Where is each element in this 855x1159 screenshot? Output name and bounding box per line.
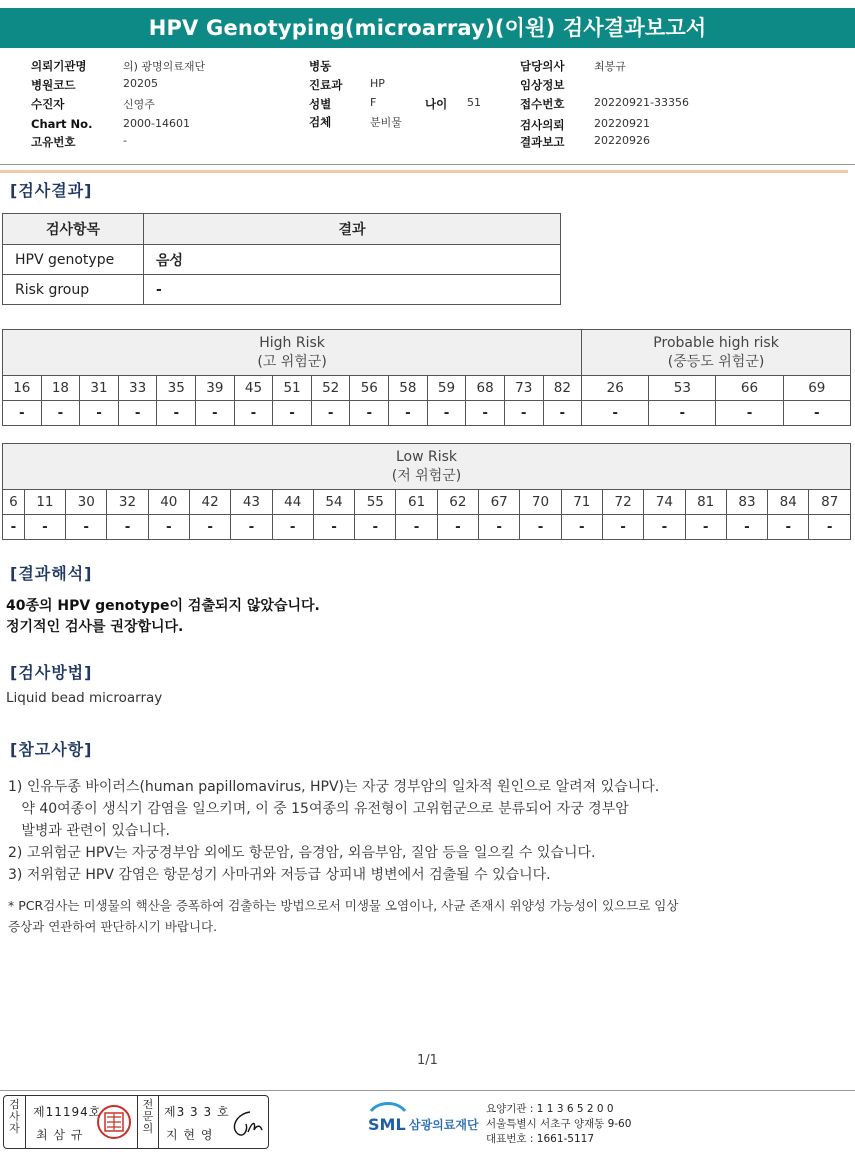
info-value: 최봉규 <box>594 60 626 73</box>
genotype-result: - <box>313 515 354 540</box>
result-header-item: 검사항목 <box>3 214 144 245</box>
high-risk-header <box>3 330 582 376</box>
genotype-result: - <box>437 515 478 540</box>
reference-line: 약 40여종이 생식기 감염을 일으키며, 이 중 15여종의 유전형이 고위험군으로 분류되어 자궁 경부암 <box>8 801 629 817</box>
genotype-number: 73 <box>504 376 543 401</box>
genotype-result: - <box>273 401 312 426</box>
genotype-number: 35 <box>157 376 196 401</box>
info-label: 병원코드 <box>31 78 76 92</box>
genotype-result: - <box>479 515 520 540</box>
genotype-result: - <box>231 515 272 540</box>
info-value: 의) 광명의료재단 <box>123 60 206 73</box>
genotype-result-row <box>3 515 851 540</box>
probable-high-risk-title: Probable high risk <box>653 334 779 351</box>
interpretation-text <box>6 596 320 638</box>
info-label: 결과보고 <box>520 135 565 149</box>
section-title-interpretation: [결과해석] <box>10 564 93 583</box>
genotype-number: 40 <box>148 490 189 515</box>
genotype-number: 58 <box>389 376 428 401</box>
doctor-license: 제3 3 3 호 <box>164 1105 230 1119</box>
header-divider <box>0 164 855 165</box>
genotype-result: - <box>561 515 602 540</box>
genotype-result: - <box>189 515 230 540</box>
reference-line: 2) 고위험군 HPV는 자궁경부암 외에도 항문암, 음경암, 외음부암, 질암 등을 일으킬 수 있습니다. <box>8 845 596 861</box>
genotype-number: 56 <box>350 376 389 401</box>
genotype-number: 54 <box>313 490 354 515</box>
reference-line: 발병과 관련이 있습니다. <box>8 823 170 839</box>
genotype-result: - <box>272 515 313 540</box>
genotype-number: 33 <box>118 376 157 401</box>
genotype-number: 39 <box>196 376 235 401</box>
info-label: Chart No. <box>31 117 93 131</box>
genotype-result: - <box>350 401 389 426</box>
genotype-number: 70 <box>520 490 561 515</box>
genotype-result: - <box>644 515 685 540</box>
info-label: 병동 <box>309 59 332 73</box>
info-value: 신영주 <box>123 98 155 111</box>
genotype-result: - <box>726 515 767 540</box>
info-label: 담당의사 <box>520 59 565 73</box>
info-value: 20220921 <box>594 117 650 130</box>
genotype-number: 83 <box>726 490 767 515</box>
org-address-block <box>486 1102 631 1147</box>
low-risk-header <box>3 444 851 490</box>
result-header-result: 결과 <box>144 214 561 245</box>
label-char: 문 <box>142 1110 154 1123</box>
genotype-number: 81 <box>685 490 726 515</box>
page-number: 1/1 <box>417 1053 438 1068</box>
note-line: * PCR검사는 미생물의 핵산을 증폭하여 검출하는 방법으로서 미생물 오염이나, 사균 존재시 위양성 가능성이 있으므로 임상 <box>8 898 679 913</box>
genotype-number: 69 <box>783 376 850 401</box>
genotype-result: - <box>520 515 561 540</box>
footer-divider <box>0 1090 855 1091</box>
org-phone: 대표번호 : 1661-5117 <box>486 1133 595 1145</box>
genotype-number: 87 <box>809 490 851 515</box>
header-accent-divider <box>0 170 848 173</box>
result-item: HPV genotype <box>3 245 144 275</box>
info-label: 나이 <box>425 97 448 111</box>
genotype-result: - <box>107 515 148 540</box>
genotype-result: - <box>355 515 396 540</box>
genotype-number: 18 <box>41 376 80 401</box>
low-risk-table <box>2 443 851 540</box>
info-label: 접수번호 <box>520 97 565 111</box>
genotype-number: 43 <box>231 490 272 515</box>
label-char: 전 <box>142 1098 154 1111</box>
org-name: 삼광의료재단 <box>409 1118 479 1132</box>
signature-box <box>3 1095 269 1149</box>
doctor-name: 지 현 영 <box>166 1128 214 1142</box>
note-line: 증상과 연관하여 판단하시기 바랍니다. <box>8 919 218 934</box>
label-char: 검 <box>9 1098 20 1111</box>
label-char: 사 <box>9 1110 20 1123</box>
genotype-number: 74 <box>644 490 685 515</box>
genotype-result: - <box>543 401 582 426</box>
genotype-number: 44 <box>272 490 313 515</box>
sml-logo-icon <box>367 1101 409 1135</box>
method-text: Liquid bead microarray <box>6 690 163 706</box>
info-label: 고유번호 <box>31 135 76 149</box>
genotype-result: - <box>716 401 783 426</box>
genotype-number: 53 <box>649 376 716 401</box>
info-label: 수진자 <box>31 97 65 111</box>
genotype-result: - <box>396 515 437 540</box>
genotype-number: 52 <box>311 376 350 401</box>
genotype-number: 45 <box>234 376 273 401</box>
genotype-result: - <box>196 401 235 426</box>
genotype-result: - <box>66 515 107 540</box>
genotype-result: - <box>41 401 80 426</box>
genotype-result: - <box>685 515 726 540</box>
genotype-number: 67 <box>479 490 520 515</box>
genotype-number: 84 <box>768 490 809 515</box>
interpretation-line: 40종의 HPV genotype이 검출되지 않았습니다. <box>6 598 320 614</box>
info-value: HP <box>370 77 385 90</box>
info-value: F <box>370 96 377 109</box>
genotype-number: 42 <box>189 490 230 515</box>
genotype-number: 62 <box>437 490 478 515</box>
genotype-number: 72 <box>602 490 643 515</box>
genotype-result: - <box>80 401 119 426</box>
genotype-result: - <box>649 401 716 426</box>
low-risk-title: Low Risk <box>395 448 458 465</box>
genotype-number: 66 <box>716 376 783 401</box>
genotype-number-row <box>3 376 851 401</box>
high-risk-subtitle: (고 위험군) <box>257 353 327 370</box>
genotype-number: 26 <box>582 376 649 401</box>
table-row <box>3 245 561 275</box>
genotype-result-row <box>3 401 851 426</box>
low-risk-subtitle: (저 위험군) <box>391 467 462 484</box>
inspector-label-text <box>4 1099 25 1135</box>
info-label: 검사의뢰 <box>520 118 565 132</box>
seal-icon <box>96 1104 132 1140</box>
report-title: HPV Genotyping(microarray)(이원) 검사결과보고서 <box>0 8 855 48</box>
genotype-result: - <box>148 515 189 540</box>
genotype-result: - <box>582 401 649 426</box>
info-label: 의뢰기관명 <box>31 59 87 73</box>
genotype-number: 68 <box>466 376 505 401</box>
genotype-result: - <box>389 401 428 426</box>
label-char: 자 <box>9 1122 20 1135</box>
genotype-number: 6 <box>3 490 25 515</box>
high-risk-table <box>2 329 851 426</box>
section-title-method: [검사방법] <box>10 663 93 682</box>
info-value: 2000-14601 <box>123 117 190 130</box>
table-row <box>3 275 561 305</box>
genotype-result: - <box>768 515 809 540</box>
genotype-result: - <box>3 401 42 426</box>
probable-high-risk-subtitle: (중등도 위험군) <box>667 353 765 370</box>
org-address: 서울특별시 서초구 양재동 9-60 <box>486 1118 632 1130</box>
signature-icon <box>226 1106 266 1140</box>
genotype-result: - <box>427 401 466 426</box>
genotype-result: - <box>809 515 851 540</box>
genotype-result: - <box>504 401 543 426</box>
info-label: 임상정보 <box>520 78 565 92</box>
info-label: 성별 <box>309 97 332 111</box>
inspector-name: 최 삼 규 <box>36 1128 84 1142</box>
section-title-result: [검사결과] <box>10 181 93 200</box>
reference-line: 3) 저위험군 HPV 감염은 항문성기 사마귀와 저등급 상피내 병변에서 검출될 수 있습니다. <box>8 867 551 883</box>
probable-high-risk-header <box>582 330 851 376</box>
info-value: - <box>123 134 127 147</box>
interpretation-line: 정기적인 검사를 권장합니다. <box>6 619 184 635</box>
result-table <box>2 213 561 305</box>
genotype-number: 11 <box>24 490 65 515</box>
inspector-license: 제11194호 <box>33 1105 102 1119</box>
genotype-result: - <box>157 401 196 426</box>
reference-list <box>8 776 848 886</box>
doctor-label-text <box>138 1099 158 1135</box>
genotype-result: - <box>602 515 643 540</box>
info-label: 검체 <box>309 115 332 129</box>
genotype-number: 30 <box>66 490 107 515</box>
patient-info <box>0 56 855 166</box>
info-value: 20205 <box>123 77 158 90</box>
genotype-result: - <box>24 515 65 540</box>
logo-text: SML <box>368 1115 406 1134</box>
genotype-number: 71 <box>561 490 602 515</box>
genotype-number: 32 <box>107 490 148 515</box>
result-value: - <box>144 275 561 305</box>
genotype-result: - <box>466 401 505 426</box>
genotype-result: - <box>234 401 273 426</box>
label-char: 의 <box>142 1122 154 1135</box>
genotype-number: 59 <box>427 376 466 401</box>
info-value: 20220926 <box>594 134 650 147</box>
genotype-result: - <box>3 515 25 540</box>
high-risk-title: High Risk <box>259 334 325 351</box>
result-value: 음성 <box>144 245 561 275</box>
reference-line: 1) 인유두종 바이러스(human papillomavirus, HPV)는 자궁 경부암의 일차적 원인으로 알려져 있습니다. <box>8 779 660 795</box>
genotype-number: 31 <box>80 376 119 401</box>
genotype-number: 61 <box>396 490 437 515</box>
doctor-label <box>137 1096 159 1148</box>
info-value: 20220921-33356 <box>594 96 689 109</box>
section-title-reference: [참고사항] <box>10 740 93 759</box>
genotype-result: - <box>783 401 850 426</box>
genotype-result: - <box>118 401 157 426</box>
org-code: 요양기관 : 1 1 3 6 5 2 0 0 <box>486 1103 614 1115</box>
info-label: 진료과 <box>309 78 343 92</box>
pcr-note <box>8 895 848 937</box>
genotype-number: 55 <box>355 490 396 515</box>
info-value: 분비물 <box>370 116 402 129</box>
info-value: 51 <box>467 96 481 109</box>
genotype-number: 51 <box>273 376 312 401</box>
result-item: Risk group <box>3 275 144 305</box>
genotype-number: 16 <box>3 376 42 401</box>
genotype-result: - <box>311 401 350 426</box>
genotype-number: 82 <box>543 376 582 401</box>
genotype-number-row <box>3 490 851 515</box>
inspector-label <box>4 1096 26 1148</box>
